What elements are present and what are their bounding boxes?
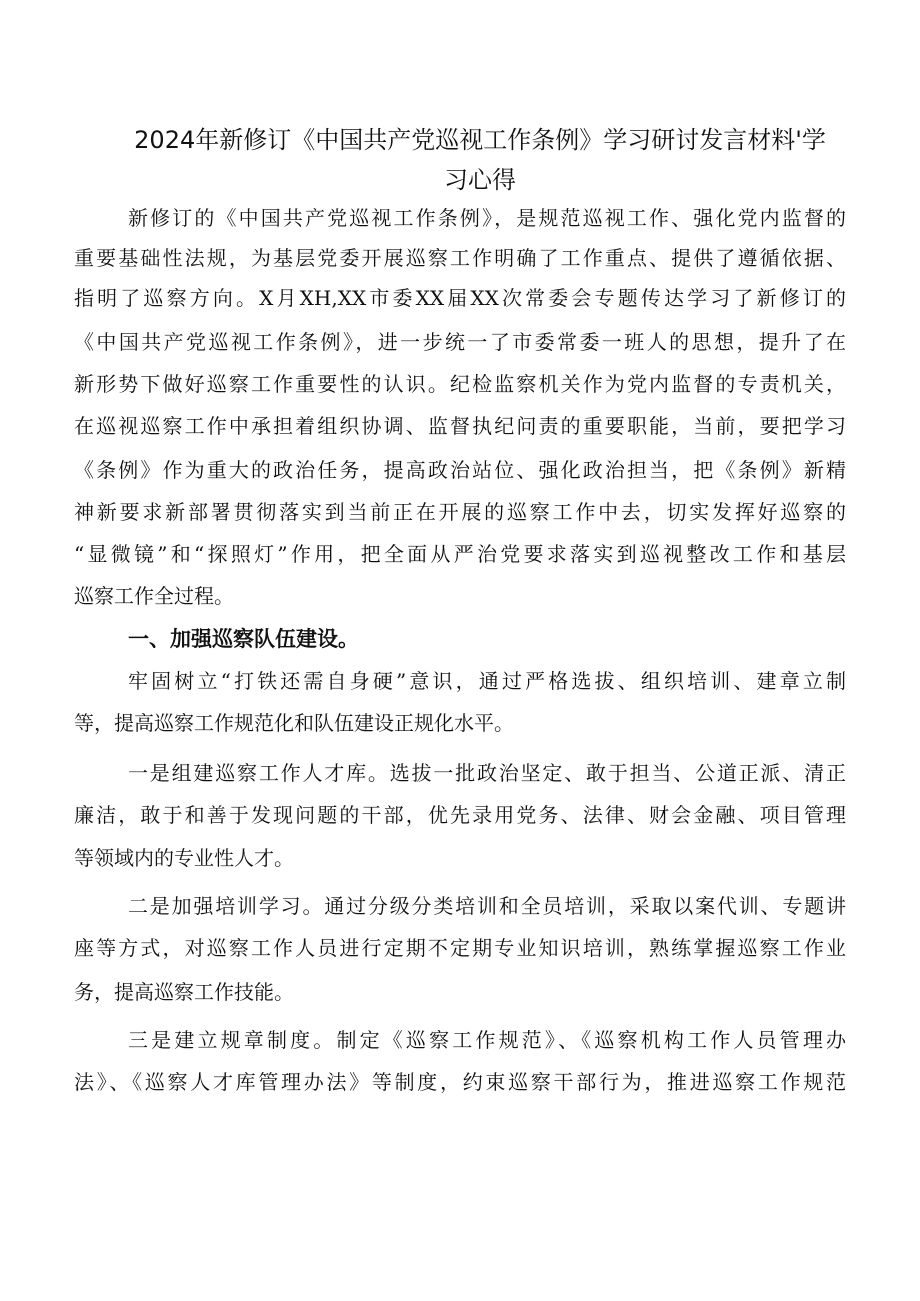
paragraph-line: 在巡视巡察工作中承担着组织协调、监督执纪问责的重要职能，当前，要把学习 — [74, 414, 846, 438]
paragraph-line: 新修订的《中国共产党巡视工作条例》，是规范巡视工作、强化党内监督的 — [128, 206, 846, 230]
paragraph-line: 指明了巡察方向。X月XH,XX市委XX届XX次常委会专题传达学习了新修订的 — [74, 286, 846, 310]
paragraph-line: 牢固树立“打铁还需自身硬”意识，通过严格选拔、组织培训、建章立制 — [128, 669, 846, 693]
title-line: 2024年新修订《中国共产党巡视工作条例》学习研讨发言材料'学 — [134, 126, 826, 154]
paragraph-line: 巡察工作全过程。 — [74, 584, 234, 608]
paragraph-line: 廉洁，敢于和善于发现问题的干部，优先录用党务、法律、财会金融、项目管理 — [74, 803, 846, 827]
title-line: 习心得 — [444, 166, 516, 194]
paragraph-line: 《条例》作为重大的政治任务，提高政治站位、强化政治担当，把《条例》新精 — [74, 458, 846, 482]
paragraph-line: 一是组建巡察工作人才库。选拔一批政治坚定、敢于担当、公道正派、清正 — [128, 761, 846, 785]
paragraph-line: 二是加强培训学习。通过分级分类培训和全员培训，采取以案代训、专题讲 — [128, 894, 846, 918]
section-heading: 一、加强巡察队伍建设。 — [128, 627, 359, 651]
paragraph-line: 务，提高巡察工作技能。 — [74, 980, 294, 1004]
document-title — [100, 120, 860, 200]
paragraph-line: 神新要求新部署贯彻落实到当前正在开展的巡察工作中去，切实发挥好巡察的 — [74, 500, 846, 524]
paragraph-line: 《中国共产党巡视工作条例》，进一步统一了市委常委一班人的思想，提升了在 — [74, 330, 846, 354]
paragraph-line: 座等方式，对巡察工作人员进行定期不定期专业知识培训，熟练掌握巡察工作业 — [74, 936, 846, 960]
paragraph-line: 重要基础性法规，为基层党委开展巡察工作明确了工作重点、提供了遵循依据、 — [74, 246, 846, 270]
paragraph-line: “显微镜”和“探照灯”作用，把全面从严治党要求落实到巡视整改工作和基层 — [74, 542, 846, 566]
paragraph-line: 三是建立规章制度。制定《巡察工作规范》、《巡察机构工作人员管理办 — [128, 1028, 846, 1052]
paragraph-line: 新形势下做好巡察工作重要性的认识。纪检监察机关作为党内监督的专责机关， — [74, 372, 846, 396]
paragraph-line: 法》、《巡察人才库管理办法》等制度，约束巡察干部行为，推进巡察工作规范 — [74, 1070, 846, 1094]
paragraph-line: 等领域内的专业性人才。 — [74, 846, 294, 870]
paragraph-line: 等，提高巡察工作规范化和队伍建设正规化水平。 — [74, 711, 514, 735]
